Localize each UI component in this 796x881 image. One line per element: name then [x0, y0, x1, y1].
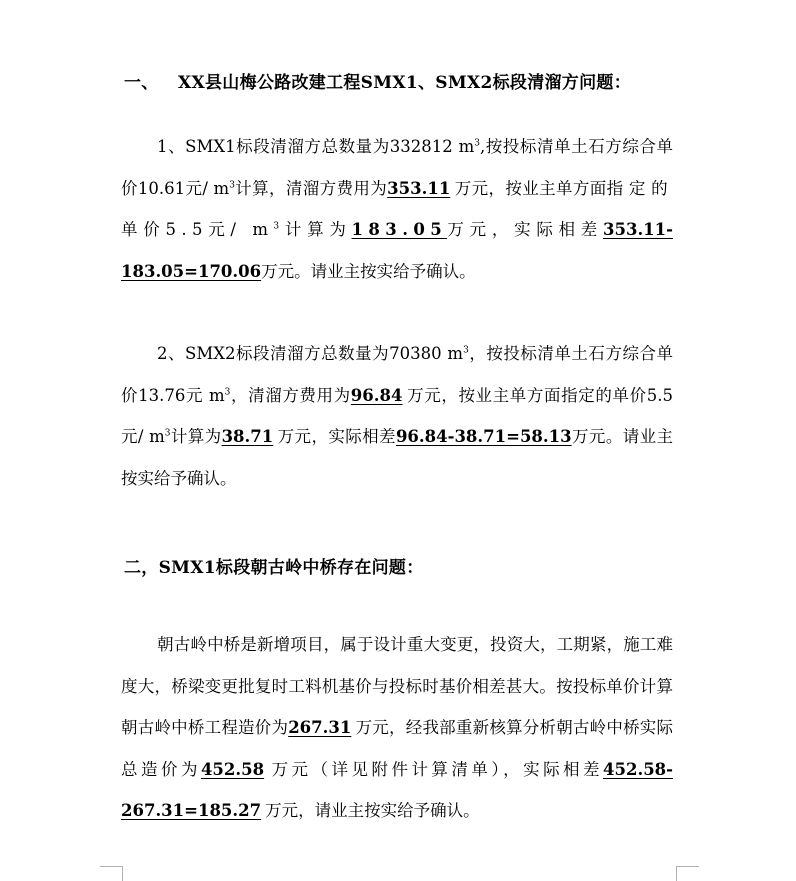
difference-value: 452.58-267.31=185.27 [121, 759, 674, 820]
section-2-heading: 二，SMX1标段朝古岭中桥存在问题： [124, 558, 424, 578]
owner-price-value: 38.71 [221, 427, 274, 446]
text-run: 1、SMX1标段清溜方总数量为332812 m [157, 137, 475, 156]
margin-corner-mark-right [676, 866, 699, 881]
text-run: 万元，按业主单方面指定的单价5.5元/ m [121, 385, 673, 446]
text-run: 2、SMX2标段清溜方总数量为70380 m [157, 344, 464, 363]
section-1-title: XX县山梅公路改建工程SMX1、SMX2标段清溜方问题： [178, 73, 632, 93]
text-run: 万元，实际相差 [277, 427, 396, 446]
text-run: 指定的单价5.5元/ m [121, 178, 674, 239]
clearance-fee-value: 96.84 [350, 385, 403, 405]
section-1-heading [124, 68, 631, 93]
text-run: 万元（详见附件计算清单），实际相差 [268, 759, 604, 779]
text-run: 计算为 [170, 427, 222, 446]
superscript-3: 3 [164, 428, 171, 439]
text-run: 万元，请业主按实给予确认。 [265, 801, 480, 820]
text-run: ,按投标清单土石方综合单价10.61元/ m [121, 137, 673, 198]
difference-value: 353.11-183.05=170.06 [121, 220, 673, 281]
section-1-number: 一、 [124, 73, 159, 93]
text-run: 万元，按业主单方面 [454, 178, 607, 198]
difference-value: 96.84-38.71=58.13 [395, 427, 572, 446]
superscript-3: 3 [273, 221, 285, 232]
text-run: 朝古岭中桥是新增项目，属于设计重大变更，投资大，工期紧，施工难度大，桥梁变更批复时工料机基价与投标时基价相差甚大。按投标单价计算朝古岭中桥工程造价为 [121, 635, 673, 737]
paragraph-smx2-clearance [121, 333, 673, 499]
text-run: ，清溜方费用为 [230, 385, 351, 405]
margin-corner-mark-left [100, 866, 123, 881]
bid-cost-value: 267.31 [288, 718, 352, 737]
paragraph-smx1-clearance [121, 126, 673, 292]
superscript-3: 3 [474, 138, 480, 149]
superscript-3: 3 [463, 345, 469, 356]
text-run: ，按投标清单土石方综合单价13.76元 m [121, 344, 674, 405]
text-run: 万元，经我部重新核算分析朝古岭中桥实际总造价为 [121, 718, 673, 779]
text-run: 计算为 [284, 220, 352, 239]
superscript-3: 3 [224, 387, 231, 397]
text-run: 万元。请业主按实给予确认。 [121, 427, 674, 488]
superscript-3: 3 [229, 180, 235, 190]
owner-price-value: 183.05 [351, 220, 448, 239]
actual-cost-value: 452.58 [200, 759, 265, 779]
text-run: 万元，实际相差 [447, 220, 603, 239]
text-run: 计算，清溜方费用为 [234, 178, 388, 198]
text-run: 万元。请业主按实给予确认。 [261, 261, 476, 281]
paragraph-bridge-cost [121, 624, 673, 832]
clearance-fee-value: 353.11 [387, 178, 451, 198]
